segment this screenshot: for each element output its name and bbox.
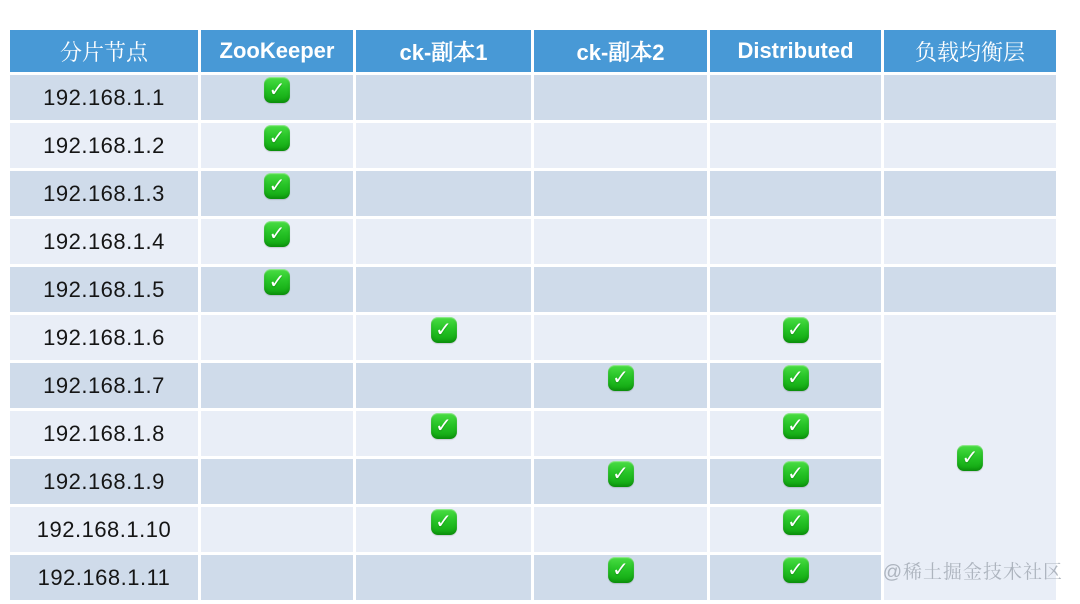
empty-cell [534,171,707,216]
node-ip-cell: 192.168.1.10 [10,507,198,552]
check-icon: ✓ [608,557,634,583]
empty-cell [884,75,1056,120]
table-row [10,219,1056,264]
node-ip-cell: 192.168.1.7 [10,363,198,408]
checked-cell [710,411,881,456]
check-icon: ✓ [264,77,290,103]
node-ip-cell: 192.168.1.2 [10,123,198,168]
column-header-1: ZooKeeper [201,30,353,72]
empty-cell [884,171,1056,216]
checked-cell [534,555,707,600]
empty-cell [534,123,707,168]
empty-cell [201,411,353,456]
checked-cell [201,219,353,264]
check-icon: ✓ [783,413,809,439]
checked-cell [201,171,353,216]
empty-cell [534,267,707,312]
node-ip-cell: 192.168.1.5 [10,267,198,312]
node-ip-cell: 192.168.1.4 [10,219,198,264]
check-icon: ✓ [608,461,634,487]
check-icon: ✓ [264,125,290,151]
empty-cell [356,459,531,504]
checked-cell [201,267,353,312]
check-icon: ✓ [783,317,809,343]
table-row [10,267,1056,312]
column-header-3: ck-副本2 [534,30,707,72]
checked-cell [201,75,353,120]
checked-cell [534,363,707,408]
node-ip-cell: 192.168.1.6 [10,315,198,360]
column-header-0: 分片节点 [10,30,198,72]
checked-cell [710,315,881,360]
column-header-5: 负载均衡层 [884,30,1056,72]
check-icon: ✓ [431,509,457,535]
check-icon: ✓ [431,317,457,343]
watermark: @稀土掘金技术社区 [882,562,1063,583]
empty-cell [356,123,531,168]
empty-cell [710,123,881,168]
node-ip-cell: 192.168.1.3 [10,171,198,216]
empty-cell [356,219,531,264]
deployment-table [7,27,1059,603]
empty-cell [356,555,531,600]
check-icon: ✓ [783,557,809,583]
empty-cell [356,75,531,120]
empty-cell [356,267,531,312]
node-ip-cell: 192.168.1.8 [10,411,198,456]
empty-cell [710,219,881,264]
empty-cell [356,363,531,408]
empty-cell [710,171,881,216]
checked-cell [710,363,881,408]
column-header-4: Distributed [710,30,881,72]
table-row [10,315,1056,360]
check-icon: ✓ [783,509,809,535]
empty-cell [534,411,707,456]
checked-cell [710,459,881,504]
column-header-2: ck-副本1 [356,30,531,72]
check-icon: ✓ [264,173,290,199]
checked-cell [356,315,531,360]
check-icon: ✓ [783,461,809,487]
empty-cell [884,219,1056,264]
node-ip-cell: 192.168.1.1 [10,75,198,120]
empty-cell [710,75,881,120]
checked-cell [201,123,353,168]
table-row [10,75,1056,120]
node-ip-cell: 192.168.1.11 [10,555,198,600]
checked-cell [710,507,881,552]
table-row [10,123,1056,168]
checked-cell [356,411,531,456]
node-ip-cell: 192.168.1.9 [10,459,198,504]
empty-cell [534,219,707,264]
empty-cell [201,363,353,408]
check-icon: ✓ [957,445,983,471]
empty-cell [356,171,531,216]
empty-cell [710,267,881,312]
check-icon: ✓ [264,269,290,295]
check-icon: ✓ [608,365,634,391]
empty-cell [884,267,1056,312]
checked-cell [710,555,881,600]
table-row [10,171,1056,216]
empty-cell [534,315,707,360]
empty-cell [201,555,353,600]
checked-cell [356,507,531,552]
empty-cell [534,507,707,552]
empty-cell [884,123,1056,168]
empty-cell [201,507,353,552]
check-icon: ✓ [264,221,290,247]
empty-cell [201,315,353,360]
check-icon: ✓ [783,365,809,391]
check-icon: ✓ [431,413,457,439]
empty-cell [201,459,353,504]
checked-cell [534,459,707,504]
empty-cell [534,75,707,120]
